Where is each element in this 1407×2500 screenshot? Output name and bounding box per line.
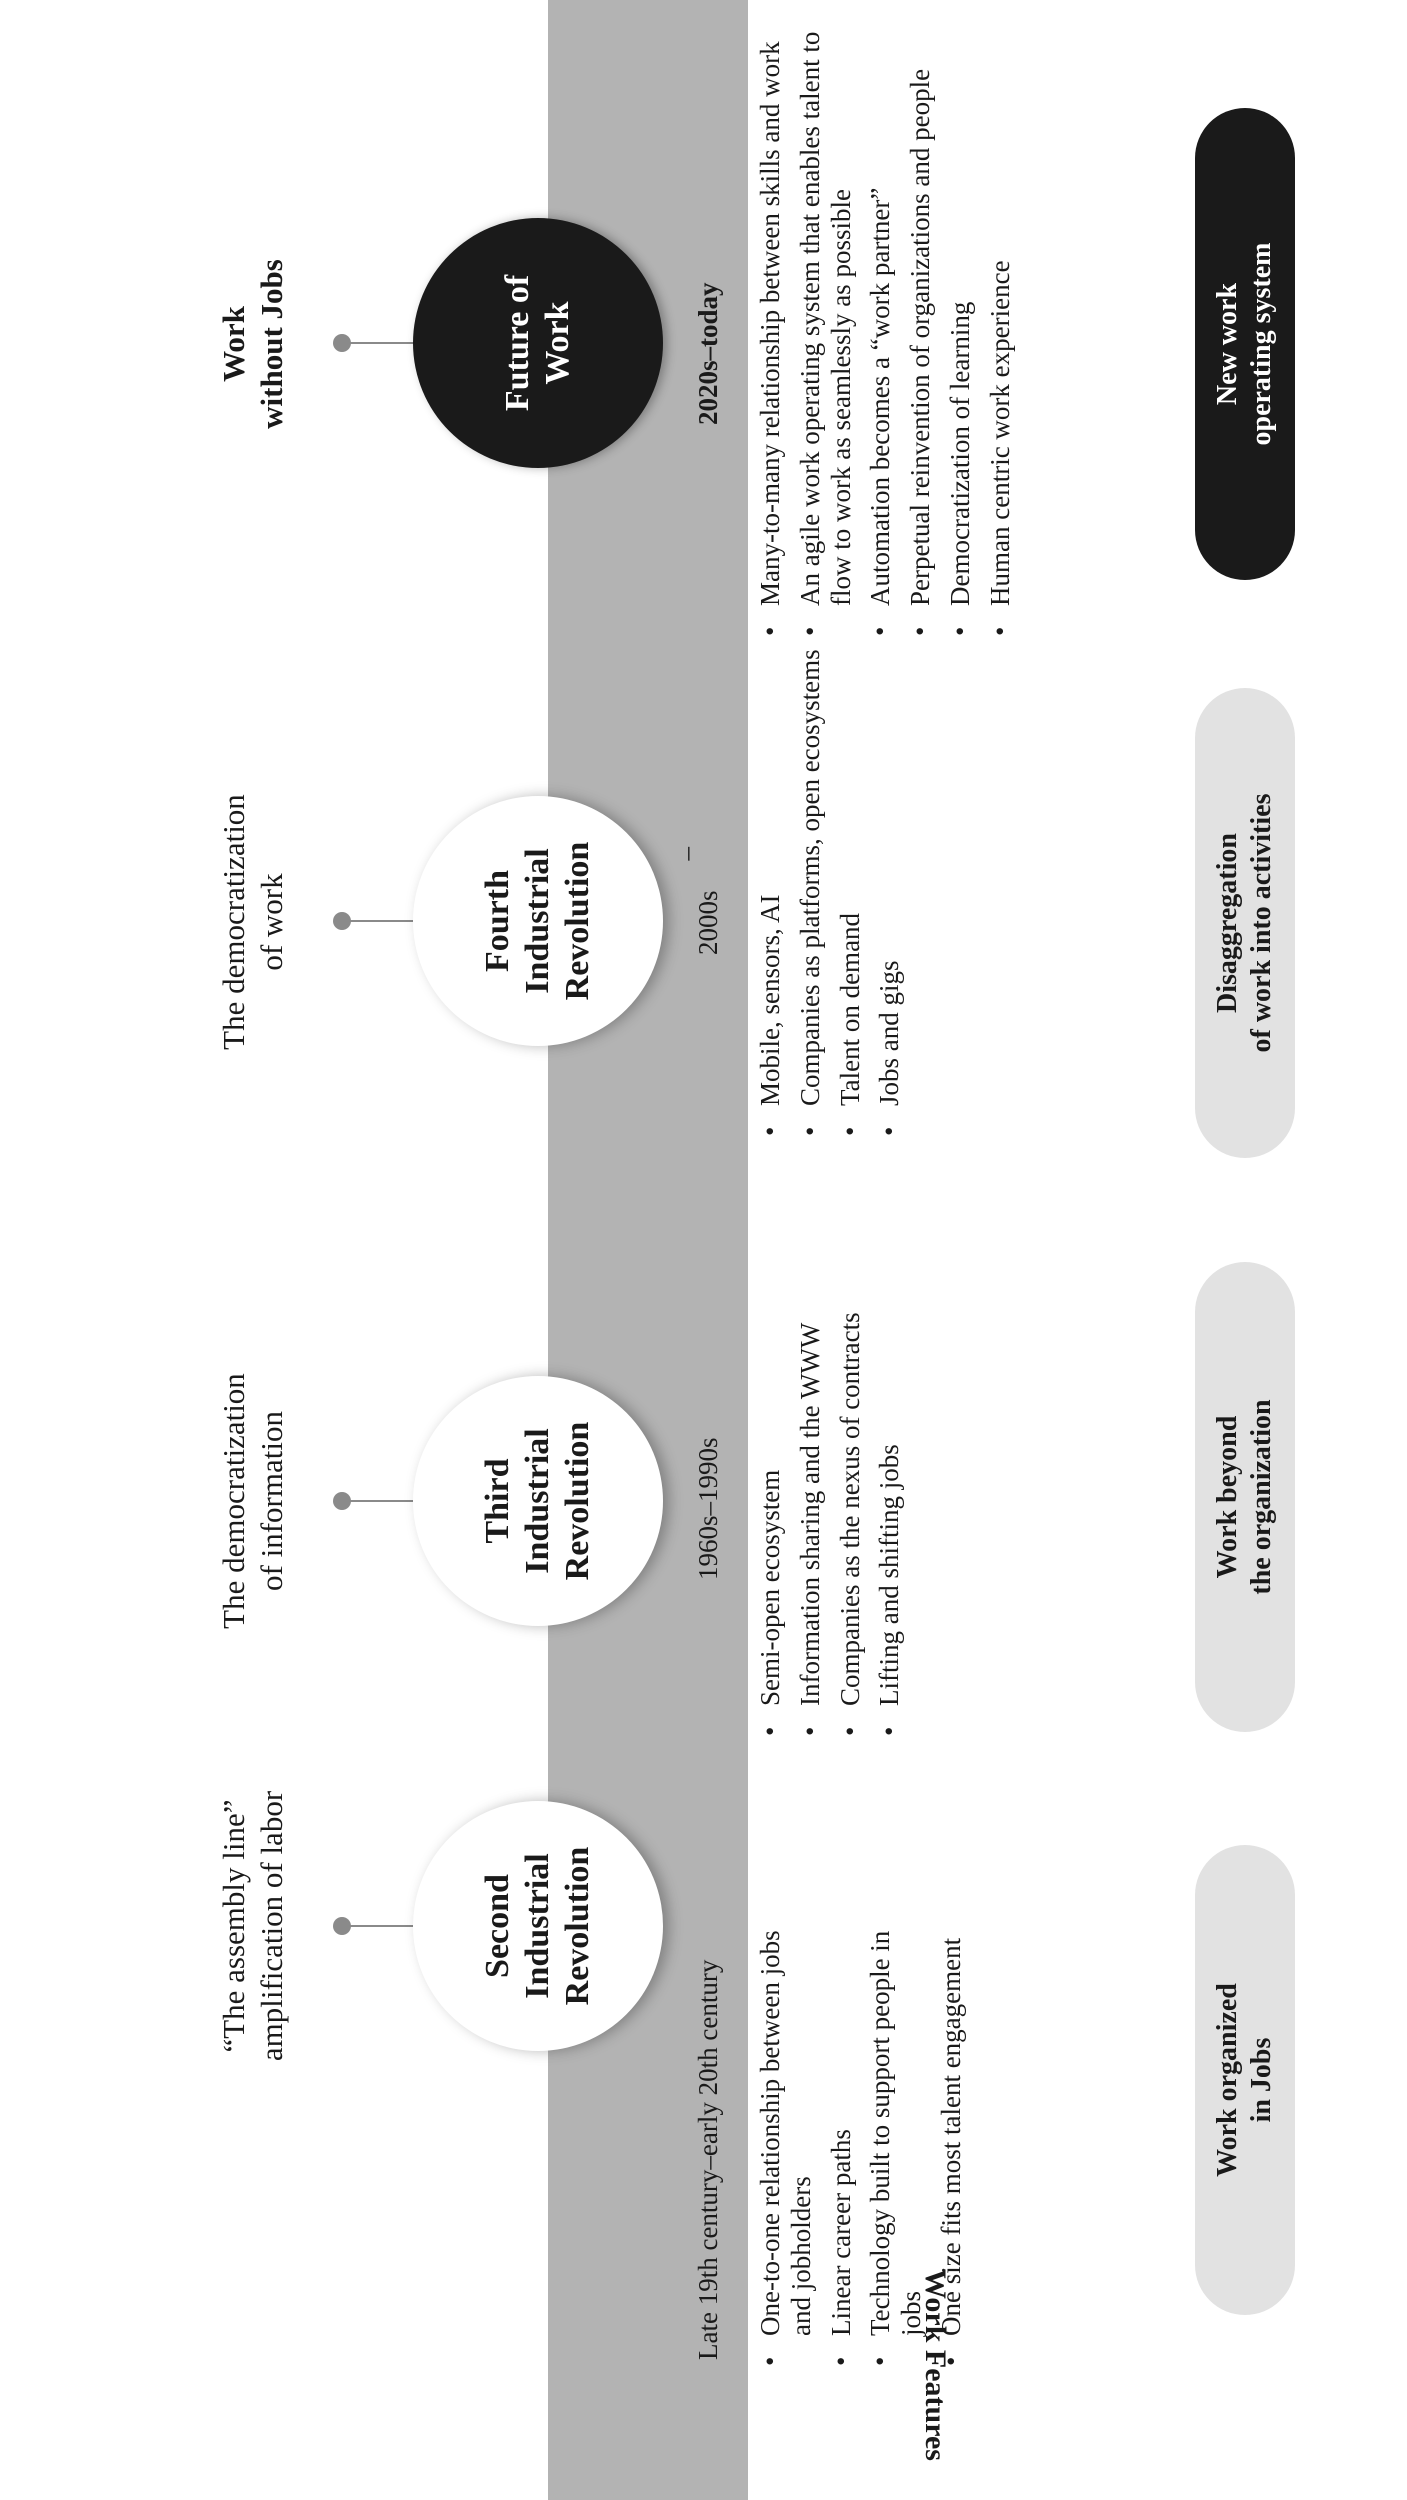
feature-item: • Linear career paths bbox=[826, 1930, 857, 2370]
era-circle-second-industrial bbox=[413, 1801, 663, 2051]
outcome-pill-second-industrial bbox=[1195, 1845, 1295, 2315]
feature-item: • An agile work operating system that enables talent to flow to work as seamlessly as possible bbox=[795, 20, 857, 640]
era-period-third-industrial: 1960s–1990s bbox=[693, 1437, 723, 1580]
feature-item: • Jobs and gigs bbox=[874, 630, 905, 1140]
feature-item: • Human centric work experience bbox=[985, 20, 1016, 640]
outcome-pill-future-of-work bbox=[1195, 108, 1295, 580]
connector-dot bbox=[333, 1917, 351, 1935]
era-circle-label: Second Industrial Revolution bbox=[478, 1846, 597, 2006]
connector-dot bbox=[333, 1492, 351, 1510]
feature-item: • Information sharing and the WWW bbox=[795, 1220, 826, 1740]
era-circle-label: Future of Work bbox=[498, 274, 576, 412]
outcome-pill-fourth-industrial bbox=[1195, 688, 1295, 1158]
period-text: 2000s bbox=[693, 890, 723, 955]
outcome-label: Disaggregation of work into activities bbox=[1212, 793, 1277, 1053]
feature-item: • Companies as platforms, open ecosystems bbox=[795, 630, 826, 1140]
feature-item: • Many-to-many relationship between skills and work bbox=[755, 20, 786, 640]
connector-line bbox=[342, 1500, 414, 1502]
feature-list-second-industrial bbox=[755, 1930, 976, 2370]
feature-item: • Talent on demand bbox=[835, 630, 866, 1140]
period-dash: – bbox=[671, 846, 701, 861]
era-period-second-industrial: Late 19th century–early 20th century bbox=[693, 1959, 723, 2360]
connector-line bbox=[342, 342, 414, 344]
feature-item: • Semi-open ecosystem bbox=[755, 1220, 786, 1740]
outcome-label: New work operating system bbox=[1212, 242, 1277, 446]
connector-line bbox=[342, 1925, 414, 1927]
feature-item: • Automation becomes a “work partner” bbox=[865, 20, 896, 640]
era-period-fourth-industrial bbox=[671, 846, 724, 955]
era-circle-third-industrial bbox=[413, 1376, 663, 1626]
connector-dot bbox=[333, 912, 351, 930]
connector-dot bbox=[333, 334, 351, 352]
feature-list-future-of-work bbox=[755, 20, 1024, 640]
feature-item: • Lifting and shifting jobs bbox=[874, 1220, 905, 1740]
era-circle-label: Third Industrial Revolution bbox=[478, 1421, 597, 1581]
feature-item: • Perpetual reinvention of organizations and people bbox=[905, 20, 936, 640]
era-circle-label: Fourth Industrial Revolution bbox=[478, 841, 597, 1001]
connector-line bbox=[342, 920, 414, 922]
era-heading-fourth-industrial: The democratization of work bbox=[216, 794, 289, 1050]
feature-list-fourth-industrial bbox=[755, 630, 914, 1140]
feature-item: • Companies as the nexus of contracts bbox=[835, 1220, 866, 1740]
feature-item: • Mobile, sensors, AI bbox=[755, 630, 786, 1140]
outcome-label: Work organized in Jobs bbox=[1212, 1983, 1277, 2177]
outcome-pill-third-industrial bbox=[1195, 1262, 1295, 1732]
era-heading-second-industrial: “The assembly line” amplification of labor bbox=[216, 1790, 289, 2062]
feature-item: • Democratization of learning bbox=[945, 20, 976, 640]
era-circle-future-of-work bbox=[413, 218, 663, 468]
feature-item: • Technology built to support people in jobs bbox=[865, 1930, 927, 2370]
feature-item: • One size fits most talent engagement bbox=[936, 1930, 967, 2370]
work-features-title: Work Features bbox=[919, 2269, 952, 2461]
outcome-label: Work beyond the organization bbox=[1212, 1399, 1277, 1595]
era-period-future-of-work: 2020s–today bbox=[693, 282, 723, 425]
era-heading-third-industrial: The democratization of information bbox=[216, 1373, 289, 1629]
feature-item: • One-to-one relationship between jobs and jobholders bbox=[755, 1930, 817, 2370]
era-heading-future-of-work: Work without Jobs bbox=[216, 259, 289, 429]
era-circle-fourth-industrial bbox=[413, 796, 663, 1046]
feature-list-third-industrial bbox=[755, 1220, 914, 1740]
